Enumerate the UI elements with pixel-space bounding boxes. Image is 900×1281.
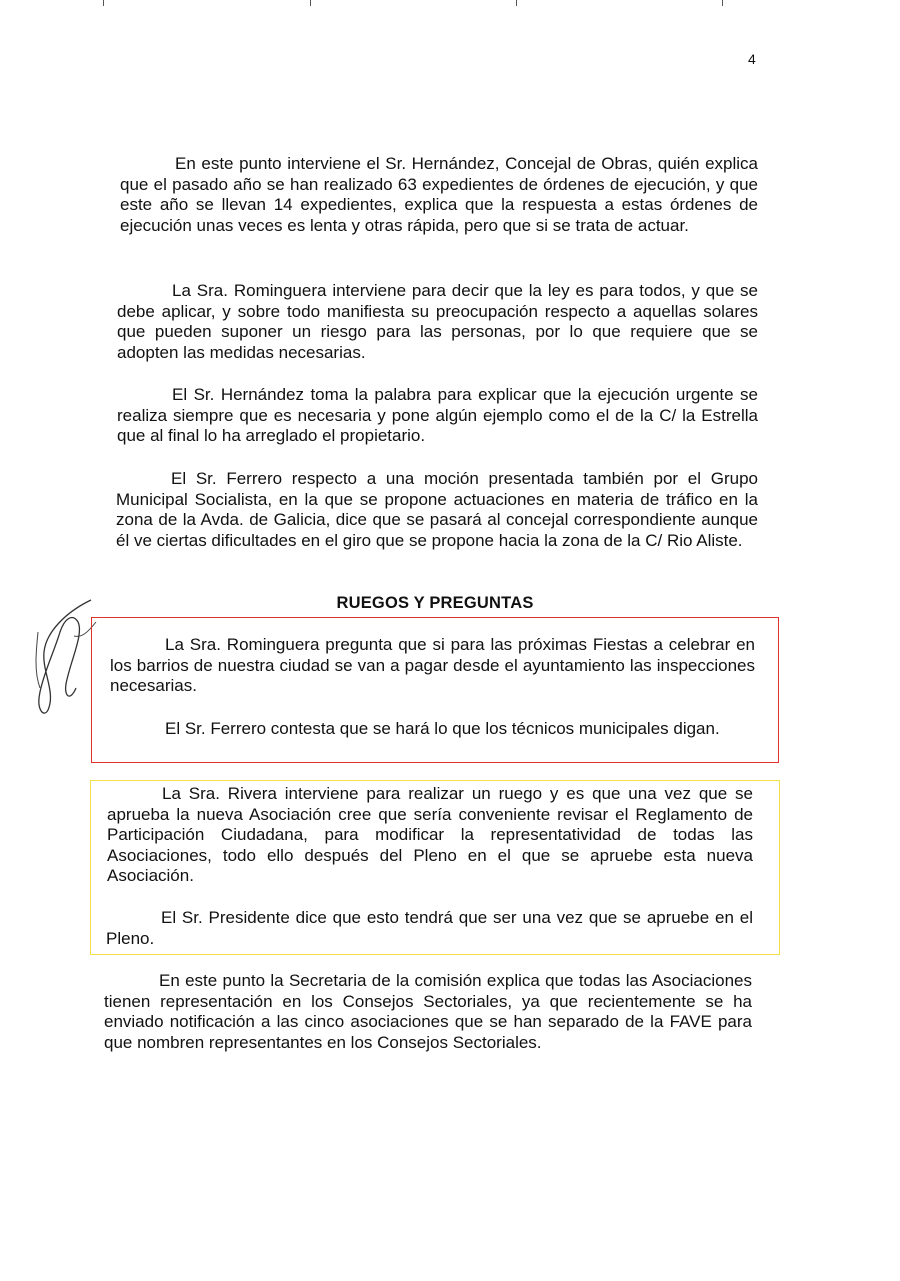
scan-tick-mark	[516, 0, 517, 6]
scan-tick-mark	[722, 0, 723, 6]
paragraph-rivera-ruego: La Sra. Rivera interviene para realizar un ruego y es que una vez que se aprueba la nueva Asociación cree que sería conveniente revisar el Reglamento de Participación Ciudadana, para modificar la representatividad de todas las Asociaciones, todo ello después del Pleno en el que se apruebe esta nueva Asociación.	[107, 784, 753, 886]
scan-tick-mark	[310, 0, 311, 6]
paragraph-hernandez-ejecucion: El Sr. Hernández toma la palabra para explicar que la ejecución urgente se realiza siempre que es necesaria y pone algún ejemplo como el de la C/ la Estrella que al final lo ha arreglado el propietario.	[117, 385, 758, 446]
paragraph-rominguera-ley: La Sra. Rominguera interviene para decir que la ley es para todos, y que se debe aplicar, y sobre todo manifiesta su preocupación respecto a aquellas solares que pueden suponer un riesgo para las personas, por lo que requiere que se adopten las medidas necesarias.	[117, 281, 758, 362]
paragraph-rominguera-fiestas: La Sra. Rominguera pregunta que si para las próximas Fiestas a celebrar en los barrios de nuestra ciudad se van a pagar desde el ayuntamiento las inspecciones necesarias.	[110, 635, 755, 696]
paragraph-presidente: El Sr. Presidente dice que esto tendrá que ser una vez que se apruebe en el Pleno.	[106, 908, 753, 948]
section-heading: RUEGOS Y PREGUNTAS	[336, 594, 534, 612]
paragraph-ferrero-contesta: El Sr. Ferrero contesta que se hará lo que los técnicos municipales digan.	[165, 719, 720, 738]
scan-tick-mark	[103, 0, 104, 6]
paragraph-ferrero-mocion: El Sr. Ferrero respecto a una moción presentada también por el Grupo Municipal Socialista, en la que se propone actuaciones en materia de tráfico en la zona de la Avda. de Galicia, dice que se pasará al concejal correspondiente aunque él ve ciertas dificultades en el giro que se propone hacia la zona de la C/ Rio Aliste.	[116, 469, 758, 550]
paragraph-secretaria: En este punto la Secretaria de la comisión explica que todas las Asociaciones tienen representación en los Consejos Sectoriales, ya que recientemente se ha enviado notificación a las cinco asociaciones que se han separado de la FAVE para que nombren representantes en los Consejos Sectoriales.	[104, 971, 752, 1052]
page-number: 4	[748, 51, 756, 67]
paragraph-hernandez-obras: En este punto interviene el Sr. Hernández, Concejal de Obras, quién explica que el pasado año se han realizado 63 expedientes de órdenes de ejecución, y que este año se llevan 14 expedientes, explica que la respuesta a estas órdenes de ejecución unas veces es lenta y otras rápida, pero que si se trata de actuar.	[120, 154, 758, 235]
